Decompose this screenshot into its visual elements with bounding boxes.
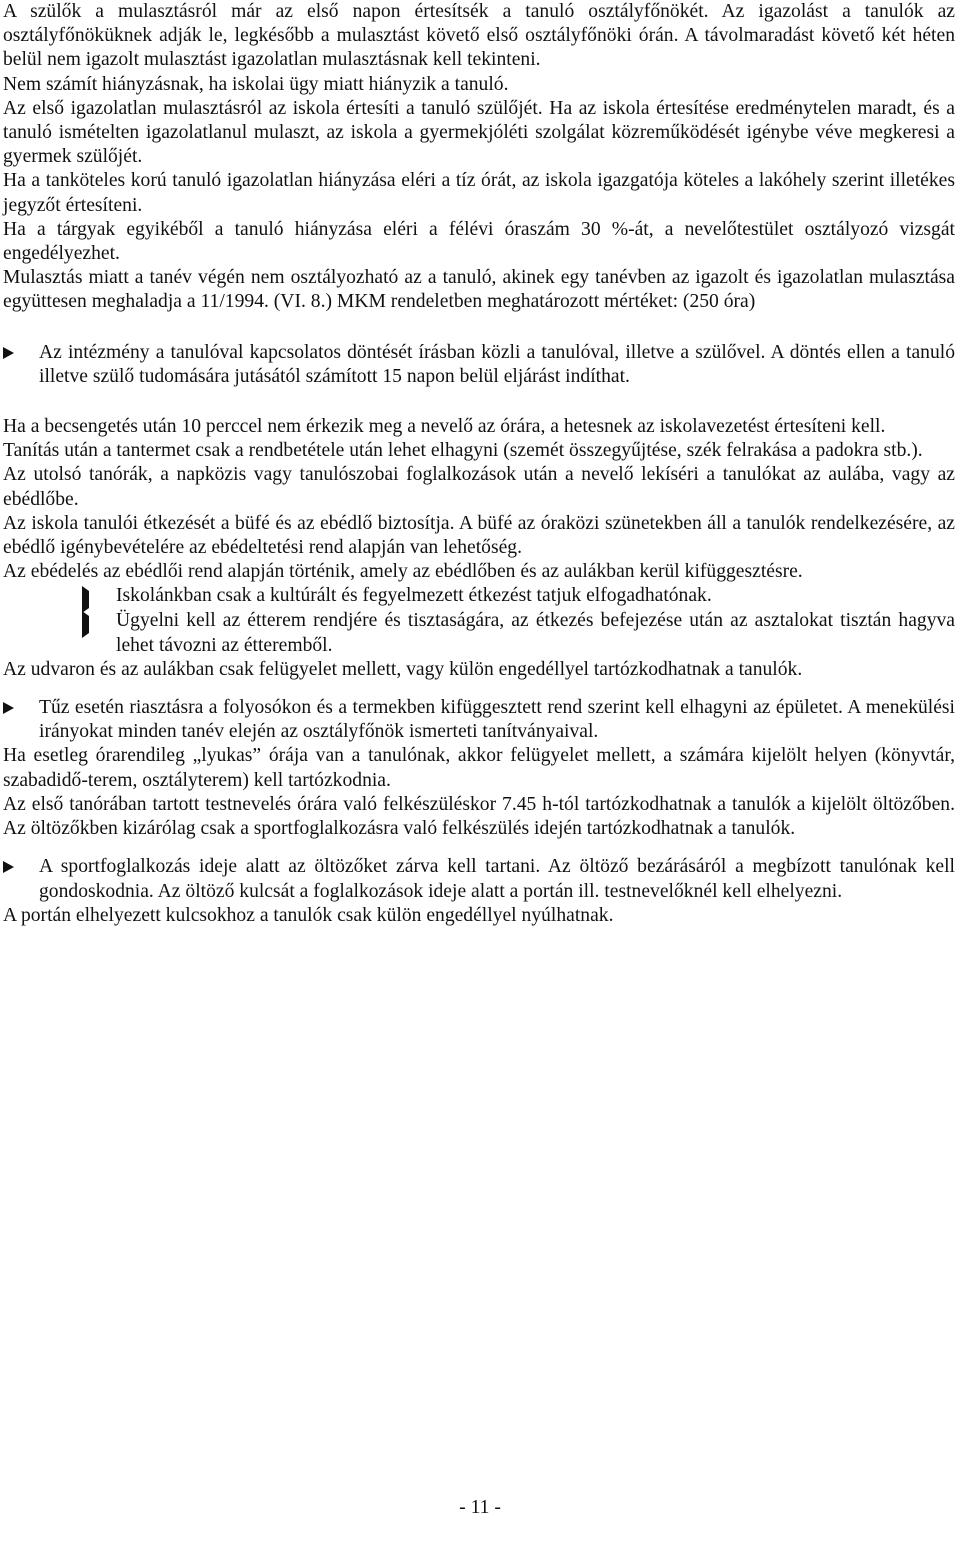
paragraph-leave-classroom: Tanítás után a tantermet csak a rendbetétele után lehet elhagyni (szemét összegyűjtése, szék felrakása a padokra stb.). xyxy=(3,440,923,462)
sub-bullet-text: Iskolánkban csak a kultúrált és fegyelmezett étkezést tatjuk elfogadhatónak. xyxy=(116,585,712,607)
bullet-locker-text: A sportfoglalkozás ideje alatt az öltözőket zárva kell tartani. Az öltöző bezárásáról a megbízott tanulónak kell gondoskodnia. Az öltöző kulcsát a foglalkozások ideje alatt a portán ill. testnevelőknél kell elhelyezni. xyxy=(39,856,955,902)
paragraph-yard-supervision: Az udvaron és az aulákban csak felügyelet mellett, vagy külön engedéllyel tartózkodhatnak a tanulók. xyxy=(3,658,803,680)
bullet-decision-notice xyxy=(3,341,955,389)
paragraph-free-period: Ha esetleg órarendileg „lyukas” órája van a tanulónak, akkor felügyelet mellett, a számára kijelölt helyen (könyvtár, szabadidő-terem, osztályterem) kell tartózkodnia. xyxy=(3,745,955,791)
small-triangle-bullet-icon xyxy=(82,584,116,609)
paragraph-dining-rules: Az ebédelés az ebédlői rend alapján történik, amely az ebédlőben és az aulákban kerül kifüggesztésre. xyxy=(3,561,803,583)
bullet-locker-locking xyxy=(3,855,955,903)
paragraph-keys: A portán elhelyezett kulcsokhoz a tanulók csak külön engedéllyel nyúlhatnak. xyxy=(3,904,614,926)
spacer xyxy=(3,389,955,415)
paragraph-escort-students: Az utolsó tanórák, a napközis vagy tanulószobai foglalkozások után a nevelő lekíséri a tanulókat az aulába, vagy az ebédlőbe. xyxy=(3,464,955,510)
triangle-bullet-icon xyxy=(3,696,39,714)
document-body xyxy=(3,0,955,928)
spacer xyxy=(3,841,955,855)
sub-bullet-text: Ügyelni kell az étterem rendjére és tisztaságára, az étkezés befejezése után az asztalokat tisztán hagyva lehet távozni az étteremből. xyxy=(116,610,955,656)
paragraph-locker-room: Az első tanórában tartott testnevelés órára való felkészüléskor 7.45 h-tól tartózkodhatnak a tanulók a kijelölt öltözőben. Az öltözőkben kizárólag csak a sportfoglalkozásra való felkészülés idején tartózkodhatnak a tanulók. xyxy=(3,793,955,840)
paragraph-school-business: Nem számít hiányzásnak, ha iskolai ügy miatt hiányzik a tanuló. xyxy=(3,73,509,95)
spacer xyxy=(3,682,955,696)
triangle-bullet-icon xyxy=(3,855,39,873)
sub-bullet-cultured-dining xyxy=(82,584,955,609)
bullet-fire-alarm xyxy=(3,696,955,744)
sub-bullet-cleanliness xyxy=(82,609,955,657)
page-number: - 11 - xyxy=(459,1497,501,1518)
paragraph-unexcused-absence: Az első igazolatlan mulasztásról az iskola értesíti a tanuló szülőjét. Ha az iskola értesítése eredménytelen maradt, és a tanuló ismételten igazolatlanul mulaszt, az iskola a gyermekjóléti szolgálat közreműködését igénybe véve megkeresi a gyermek szülőjét. xyxy=(3,97,955,168)
bullet-decision-text: Az intézmény a tanulóval kapcsolatos döntését írásban közli a tanulóval, illetve a szülővel. A döntés ellen a tanuló illetve szülő tudomására jutásától számított 15 napon belül eljárást indíthat. xyxy=(39,341,955,387)
bullet-fire-text: Tűz esetén riasztásra a folyosókon és a termekben kifüggesztett rend szerint kell elhagyni az épületet. A menekülési irányokat minden tanév elején az osztályfőnök ismerteti tanítványaival. xyxy=(39,697,955,743)
paragraph-parent-notification: A szülők a mulasztásról már az első napon értesítsék a tanuló osztályfőnökét. Az igazolást a tanulók az osztályfőnöküknek adják le, legkésőbb a mulasztást követő első osztályfőnöki órán. A távolmaradást követő két héten belül nem igazolt mulasztást igazolatlan mulasztásnak kell tekinteni. xyxy=(3,1,955,71)
triangle-bullet-icon xyxy=(3,341,39,359)
paragraph-catering: Az iskola tanulói étkezését a büfé és az ebédlő biztosítja. A büfé az óraközi szünetekben áll a tanulók rendelkezésére, az ebédlő igénybevételére az ebédeltetési rend alapján van lehetőség. xyxy=(3,512,955,559)
paragraph-year-end-grading: Mulasztás miatt a tanév végén nem osztályozható az a tanuló, akinek egy tanévben az igazolt és igazolatlan mulasztása együttesen meghaladja a 11/1994. (VI. 8.) MKM rendeletben meghatározott mértéket: (250 óra) xyxy=(3,267,955,313)
small-triangle-bullet-icon xyxy=(82,609,116,634)
spacer xyxy=(3,315,955,341)
paragraph-teacher-late: Ha a becsengetés után 10 perccel nem érkezik meg a nevelő az órára, a hetesnek az iskolavezetést értesíteni kell. xyxy=(3,416,886,438)
paragraph-ten-hours: Ha a tanköteles korú tanuló igazolatlan hiányzása eléri a tíz órát, az iskola igazgatója köteles a lakóhely szerint illetékes jegyzőt értesíteni. xyxy=(3,170,955,216)
paragraph-thirty-percent: Ha a tárgyak egyikéből a tanuló hiányzása eléri a félévi óraszám 30 %-át, a nevelőtestület osztályozó vizsgát engedélyezhet. xyxy=(3,218,955,265)
